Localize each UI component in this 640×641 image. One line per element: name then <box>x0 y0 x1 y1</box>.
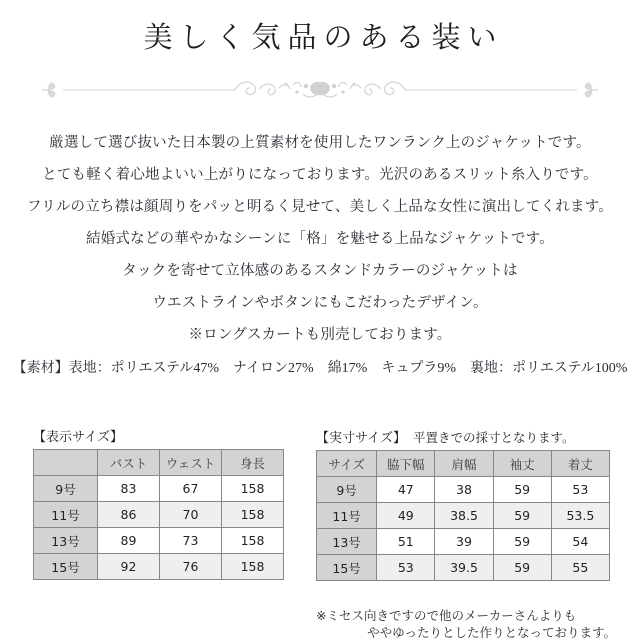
material-composition: 【素材】表地：ポリエステル47% ナイロン27% 綿17% キュプラ9% 裏地：ポリエステル100% <box>12 361 628 376</box>
row-header-size: 13号 <box>317 529 377 555</box>
table-row <box>34 502 284 528</box>
display-size-table-caption <box>33 430 283 446</box>
column-header-blank <box>34 450 98 476</box>
page-header <box>0 0 640 108</box>
actual-size-table-caption <box>316 430 610 447</box>
row-header-size: 15号 <box>317 555 377 581</box>
column-header-size: サイズ <box>317 451 377 477</box>
cell-shoulder: 39.5 <box>435 555 493 581</box>
description-line-3: フリルの立ち襟は顔周りをパッと明るく見せて、美しく上品な女性に演出してくれます。 <box>27 199 613 215</box>
cell-height: 158 <box>222 476 284 502</box>
cell-shoulder: 39 <box>435 529 493 555</box>
description-line-5: タックを寄せて立体感のあるスタンドカラーのジャケットは <box>122 263 518 279</box>
table-row <box>317 555 610 581</box>
cell-shoulder: 38 <box>435 477 493 503</box>
actual-size-caption-note: 平置きでの採寸となります。 <box>412 430 575 445</box>
column-header-height: 身長 <box>222 450 284 476</box>
column-header-bust: バスト <box>98 450 160 476</box>
row-header-size: 11号 <box>34 502 98 528</box>
actual-size-caption-text: 【実寸サイズ】 <box>316 431 406 446</box>
cell-underarm: 53 <box>377 555 435 581</box>
cell-length: 53.5 <box>551 503 609 529</box>
description-line-7: ※ロングスカートも別売しております。 <box>188 327 452 343</box>
display-size-table <box>33 449 284 580</box>
row-header-size: 11号 <box>317 503 377 529</box>
description-line-1: 厳選して選び抜いた日本製の上質素材を使用したワンランク上のジャケットです。 <box>49 135 591 151</box>
display-size-table-block <box>33 430 283 580</box>
cell-waist: 76 <box>160 554 222 580</box>
cell-height: 158 <box>222 502 284 528</box>
table-row <box>34 554 284 580</box>
cell-height: 158 <box>222 528 284 554</box>
cell-sleeve: 59 <box>493 503 551 529</box>
cell-height: 158 <box>222 554 284 580</box>
page-title: 美しく気品のある装い <box>143 22 504 54</box>
row-header-size: 15号 <box>34 554 98 580</box>
cell-underarm: 51 <box>377 529 435 555</box>
cell-bust: 92 <box>98 554 160 580</box>
footnote-line-2: ややゆったりとした作りとなっております。 <box>367 625 616 640</box>
column-header-sleeve: 袖丈 <box>493 451 551 477</box>
cell-bust: 86 <box>98 502 160 528</box>
row-header-size: 9号 <box>34 476 98 502</box>
column-header-shoulder: 肩幅 <box>435 451 493 477</box>
table-header-row <box>317 451 610 477</box>
table-row <box>317 477 610 503</box>
footnote-line-1: ※ミセス向きですので他のメーカーさんよりも <box>316 608 577 623</box>
cell-underarm: 47 <box>377 477 435 503</box>
column-header-waist: ウェスト <box>160 450 222 476</box>
cell-waist: 67 <box>160 476 222 502</box>
cell-sleeve: 59 <box>493 529 551 555</box>
row-header-size: 13号 <box>34 528 98 554</box>
cell-shoulder: 38.5 <box>435 503 493 529</box>
size-footnote <box>316 607 616 641</box>
cell-length: 54 <box>551 529 609 555</box>
description-line-6: ウエストラインやボタンにもこだわったデザイン。 <box>152 295 488 311</box>
product-description <box>0 127 640 385</box>
display-size-caption-text: 【表示サイズ】 <box>33 430 123 445</box>
floral-flourish-divider-icon <box>27 72 613 108</box>
description-line-4: 結婚式などの華やかなシーンに「格」を魅せる上品なジャケットです。 <box>86 231 554 247</box>
cell-underarm: 49 <box>377 503 435 529</box>
cell-length: 53 <box>551 477 609 503</box>
left-fleuron <box>42 82 55 98</box>
table-row <box>317 529 610 555</box>
right-fleuron <box>585 82 598 98</box>
center-ornament-fill <box>285 82 356 95</box>
description-line-2: とても軽く着心地よいい上がりになっております。光沢のあるスリット糸入りです。 <box>42 167 598 183</box>
cell-sleeve: 59 <box>493 555 551 581</box>
actual-size-table-block <box>316 430 610 581</box>
cell-bust: 83 <box>98 476 160 502</box>
size-tables <box>0 430 640 602</box>
table-row <box>34 528 284 554</box>
cell-bust: 89 <box>98 528 160 554</box>
cell-waist: 70 <box>160 502 222 528</box>
actual-size-table <box>316 450 610 581</box>
row-header-size: 9号 <box>317 477 377 503</box>
cell-sleeve: 59 <box>493 477 551 503</box>
table-header-row <box>34 450 284 476</box>
table-row <box>317 503 610 529</box>
table-row <box>34 476 284 502</box>
column-header-underarm: 脇下幅 <box>377 451 435 477</box>
cell-length: 55 <box>551 555 609 581</box>
cell-waist: 73 <box>160 528 222 554</box>
column-header-length: 着丈 <box>551 451 609 477</box>
